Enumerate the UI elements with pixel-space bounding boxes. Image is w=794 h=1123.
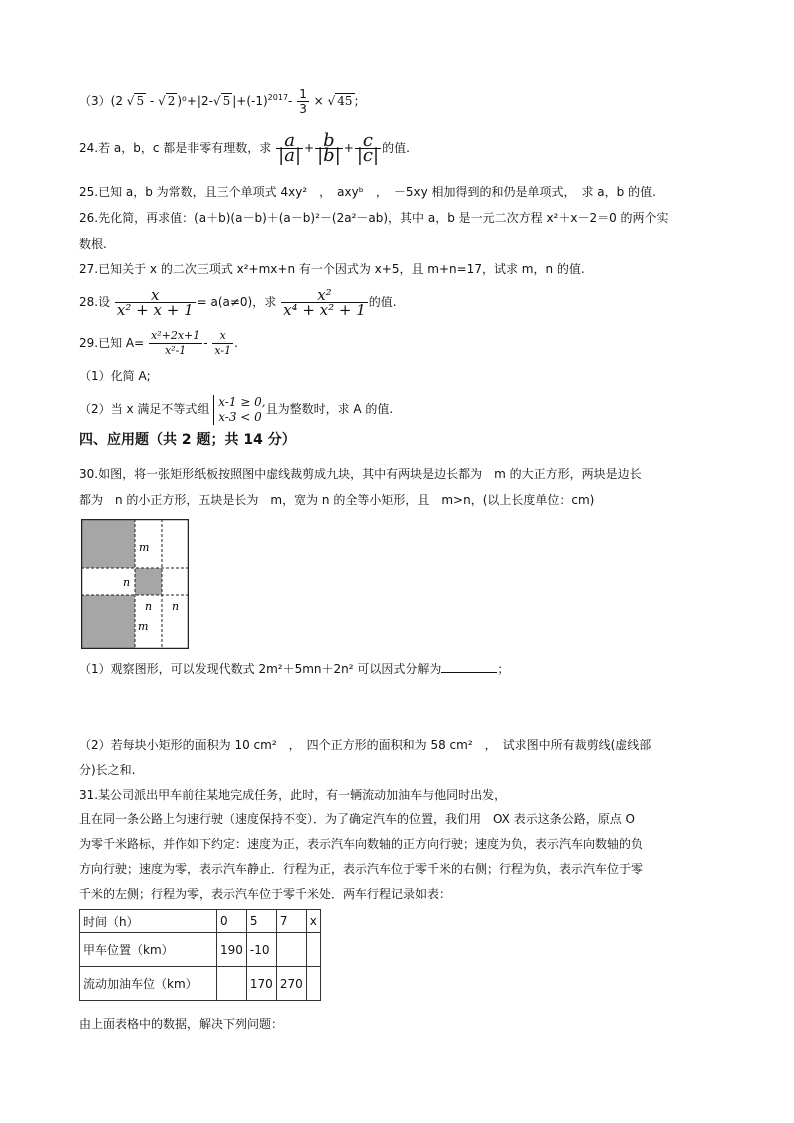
- q28-post: 的值.: [368, 295, 397, 309]
- q29-pre: 29.已知 A=: [79, 336, 145, 350]
- q31-footer: 由上面表格中的数据，解决下列问题：: [79, 1017, 284, 1031]
- q31-line1: 31.某公司派出甲车前往某地完成任务，此时，有一辆流动加油车与他同时出发，: [79, 788, 507, 802]
- q31-line5: 千米的左侧；行程为零，表示汽车位于零千米处．两车行程记录如表：: [79, 887, 452, 901]
- answer-blank[interactable]: [441, 660, 497, 673]
- label-n-mid: n: [123, 576, 131, 589]
- table-cell: -10: [246, 933, 276, 967]
- label-n-right1: n: [145, 600, 153, 613]
- plus: +: [304, 141, 315, 155]
- sqrt-5-b: √ 5: [212, 94, 231, 108]
- table-cell: 流动加油车位（km）: [80, 967, 217, 1001]
- q23-3-minus2: -: [288, 94, 293, 108]
- table-header-cell: 7: [276, 910, 306, 933]
- q30-sub2-line2: 分)长之和.: [79, 763, 136, 777]
- q23-3-end: ;: [354, 94, 359, 108]
- q30-sub1: （1）观察图形，可以发现代数式 2m²＋5mn＋2n² 可以因式分解为 ；: [79, 662, 510, 676]
- plus: +: [343, 141, 354, 155]
- large-square-bottom: [81, 595, 135, 649]
- q29-sub2-pre: （2）当 x 满足不等式组: [79, 402, 210, 416]
- q23-3-mid: |+(-1): [232, 94, 268, 108]
- large-square-top: [81, 519, 135, 568]
- q29-post: .: [234, 336, 238, 350]
- q31-line3: 为零千米路标，并作如下约定：速度为正，表示汽车向数轴的正方向行驶；速度为负，表示汽车向数轴的负: [79, 837, 644, 851]
- frac-b-abs-b: $\frac{b}{|b|}$: [317, 130, 341, 166]
- table-header-row: [80, 910, 321, 933]
- q31-line2: 且在同一条公路上匀速行驶（速度保持不变）．为了确定汽车的位置，我们用 OX 表示这条公路，原点 O: [79, 812, 635, 826]
- label-m-bottom: m: [138, 620, 149, 633]
- sqrt-5-a: √ 5: [126, 94, 145, 108]
- table-cell: [306, 967, 320, 1001]
- frac-A-first: $\frac{\text{x²+2x+1}}{\text{x²-1}}$: [151, 329, 201, 357]
- table-cell: 170: [246, 967, 276, 1001]
- q26-line1: 26.先化简，再求值：(a＋b)(a－b)＋(a－b)²－(2a²－ab)，其中 a，b 是一元二次方程 x²＋x－2＝0 的两个实: [79, 211, 669, 225]
- label-n-right2: n: [172, 600, 180, 613]
- table-cell: 190: [217, 933, 247, 967]
- q27: 27.已知关于 x 的二次三项式 x²+mx+n 有一个因式为 x+5，且 m+n=17，试求 m，n 的值.: [79, 262, 585, 276]
- table-cell: 270: [276, 967, 306, 1001]
- q23-3-times: ×: [313, 94, 324, 108]
- q31-line4: 方向行驶；速度为零，表示汽车静止．行程为正，表示汽车位于零千米的右侧；行程为负，表示汽车位于零: [79, 862, 644, 876]
- figure-svg: [81, 519, 189, 649]
- q28-pre: 28.设: [79, 295, 111, 309]
- table-header-cell: 0: [217, 910, 247, 933]
- table-cell: [306, 933, 320, 967]
- inequality-system: x-1 ≥ 0, x-3 < 0: [213, 395, 265, 425]
- frac-a-abs-a: $\frac{a}{|a|}$: [278, 130, 302, 166]
- table-header-cell: x: [306, 910, 320, 933]
- small-square-middle: [135, 568, 162, 595]
- cut-rectangle-figure: [81, 519, 189, 649]
- q29: [79, 326, 238, 360]
- frac-x2-over-x4x2x1: $\frac{\text{x²}}{\text{x⁴ + x² + 1}}$: [283, 286, 366, 319]
- table-cell: [276, 933, 306, 967]
- table-header-cell: 时间（h）: [80, 910, 217, 933]
- table-cell: [217, 967, 247, 1001]
- frac-A-second: $\frac{x}{x-1}$: [214, 329, 232, 357]
- q24: [79, 128, 410, 168]
- table-cell: 甲车位置（km）: [80, 933, 217, 967]
- q24-text: 24.若 a，b，c 都是非零有理数，求: [79, 141, 272, 155]
- q30-sub2-line1: （2）若每块小矩形的面积为 10 cm² ， 四个正方形的面积和为 58 cm² ， 试求图中所有裁剪线(虚线部: [79, 738, 652, 752]
- frac-x-over-x2x1: $\frac{x}{\text{x² + x + 1}}$: [116, 286, 194, 319]
- trip-record-table: [79, 909, 321, 1001]
- sqrt-2: √ 2: [158, 94, 176, 108]
- frac-c-abs-c: $\frac{c}{|c|}$: [356, 130, 380, 166]
- q23-3-exp2017: 2017: [267, 93, 289, 102]
- q29-sub2: [79, 390, 393, 428]
- q23-3-exp0: )⁰+|2-: [177, 94, 213, 108]
- q28-mid: = a(a≠0)，求: [196, 295, 277, 309]
- q24-post: 的值.: [382, 141, 410, 155]
- table-header-cell: 5: [246, 910, 276, 933]
- label-m-top: m: [139, 541, 150, 554]
- q30-line2: 都为 n 的小正方形，五块是长为 m，宽为 n 的全等小矩形，且 m>n，(以上长度单位：cm): [79, 493, 595, 507]
- q26-line2: 数根.: [79, 237, 107, 251]
- q23-part3: [79, 87, 359, 116]
- fraction-one-third: $\frac{1}{3}$: [299, 87, 307, 116]
- table-row: [80, 967, 321, 1001]
- q30-line1: 30.如图，将一张矩形纸板按照图中虚线裁剪成九块，其中有两块是边长都为 m 的大正方形，两块是边长: [79, 467, 642, 481]
- sqrt-45: √ 45: [327, 94, 353, 108]
- q23-3-label: （3）(2: [79, 94, 123, 108]
- table-row: [80, 933, 321, 967]
- q29-sub2-post: 且为整数时，求 A 的值.: [265, 402, 394, 416]
- q29-sub1: （1）化简 A;: [79, 369, 151, 383]
- q29-minus: -: [203, 336, 208, 350]
- q23-3-minus1: -: [149, 94, 155, 108]
- q28: [79, 283, 397, 321]
- q25: 25.已知 a，b 为常数，且三个单项式 4xy² ， axyᵇ ， －5xy 相加得到的和仍是单项式， 求 a，b 的值.: [79, 185, 656, 199]
- section-heading-applications: 四、应用题（共 2 题；共 14 分）: [79, 432, 296, 448]
